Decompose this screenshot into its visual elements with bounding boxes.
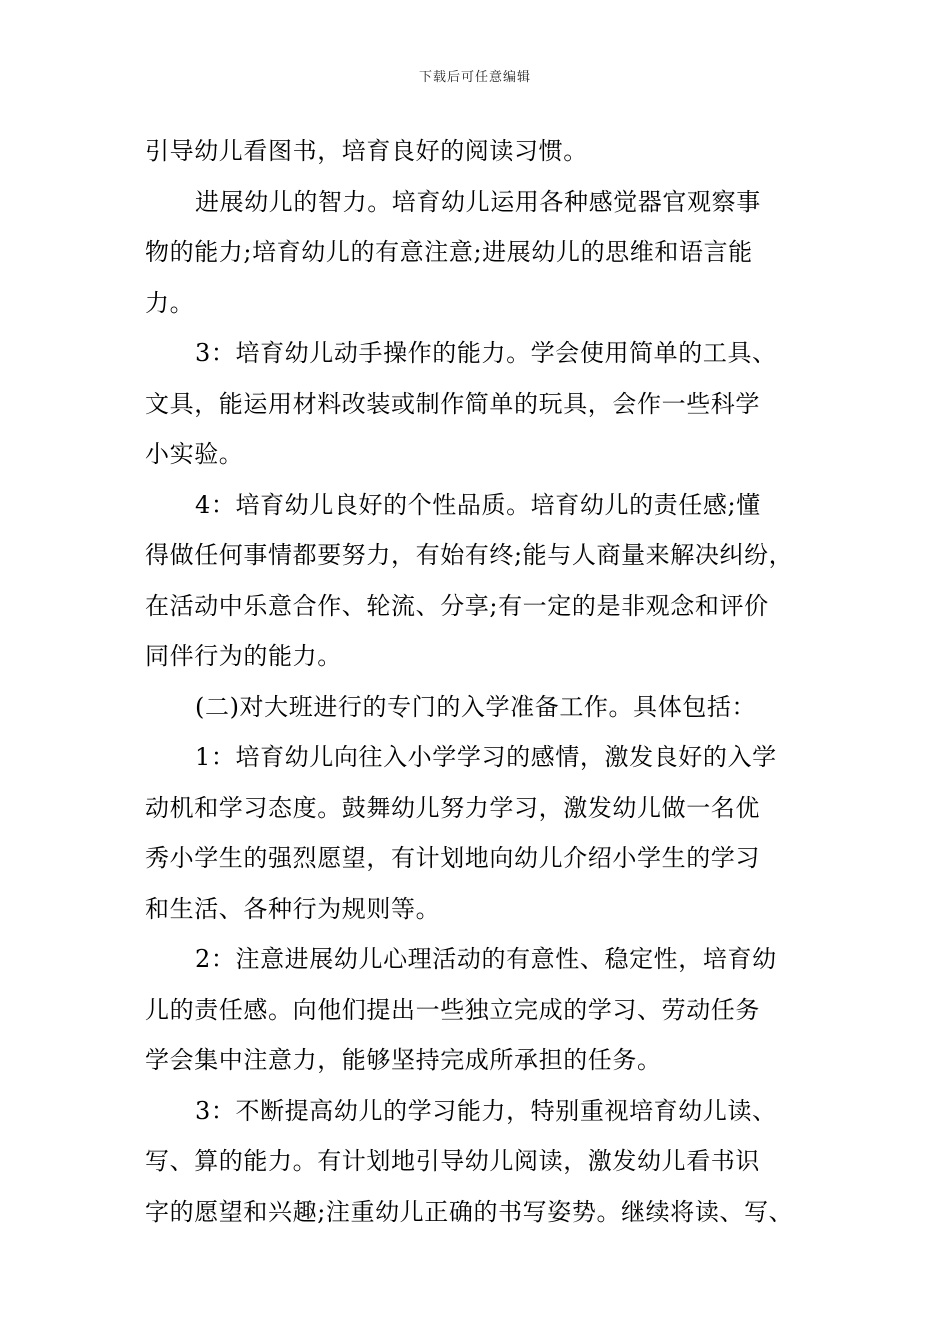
text-line: 学会集中注意力，能够坚持完成所承担的任务。 <box>145 1046 662 1074</box>
text-line: 3：不断提高幼儿的学习能力，特别重视培育幼儿读、 <box>195 1096 777 1125</box>
text-line: 在活动中乐意合作、轮流、分享;有一定的是非观念和评价 <box>145 591 769 620</box>
text-line: 得做任何事情都要努力，有始有终;能与人商量来解决纠纷， <box>145 541 794 569</box>
text-line: 同伴行为的能力。 <box>145 642 342 670</box>
text-line: (二)对大班进行的专门的入学准备工作。具体包括： <box>195 692 757 721</box>
text-line: 力。 <box>145 288 195 317</box>
header-note: 下载后可任意编辑 <box>418 70 531 85</box>
text-line: 2：注意进展幼儿心理活动的有意性、稳定性，培育幼 <box>195 945 777 973</box>
text-line: 和生活、各种行为规则等。 <box>145 894 441 923</box>
text-line: 文具，能运用材料改装或制作简单的玩具，会作一些科学 <box>145 389 760 418</box>
document-body <box>145 126 830 1237</box>
text-line: 3：培育幼儿动手操作的能力。学会使用简单的工具、 <box>195 339 777 367</box>
text-line: 4：培育幼儿良好的个性品质。培育幼儿的责任感;懂 <box>195 490 761 519</box>
text-line: 秀小学生的强烈愿望，有计划地向幼儿介绍小学生的学习 <box>145 844 760 872</box>
text-line: 进展幼儿的智力。培育幼儿运用各种感觉器官观察事 <box>195 187 761 216</box>
text-line: 1：培育幼儿向往入小学学习的感情，激发良好的入学 <box>195 743 777 771</box>
text-line: 动机和学习态度。鼓舞幼儿努力学习，激发幼儿做一名优 <box>145 793 760 822</box>
text-line: 写、算的能力。有计划地引导幼儿阅读，激发幼儿看书识 <box>145 1147 760 1175</box>
text-line: 物的能力;培育幼儿的有意注意;进展幼儿的思维和语言能 <box>145 238 753 266</box>
text-line: 儿的责任感。向他们提出一些独立完成的学习、劳动任务 <box>145 995 760 1024</box>
text-line: 字的愿望和兴趣;注重幼儿正确的书写姿势。继续将读、写、 <box>145 1197 794 1226</box>
text-line: 小实验。 <box>145 440 244 468</box>
text-line: 引导幼儿看图书，培育良好的阅读习惯。 <box>145 137 588 165</box>
